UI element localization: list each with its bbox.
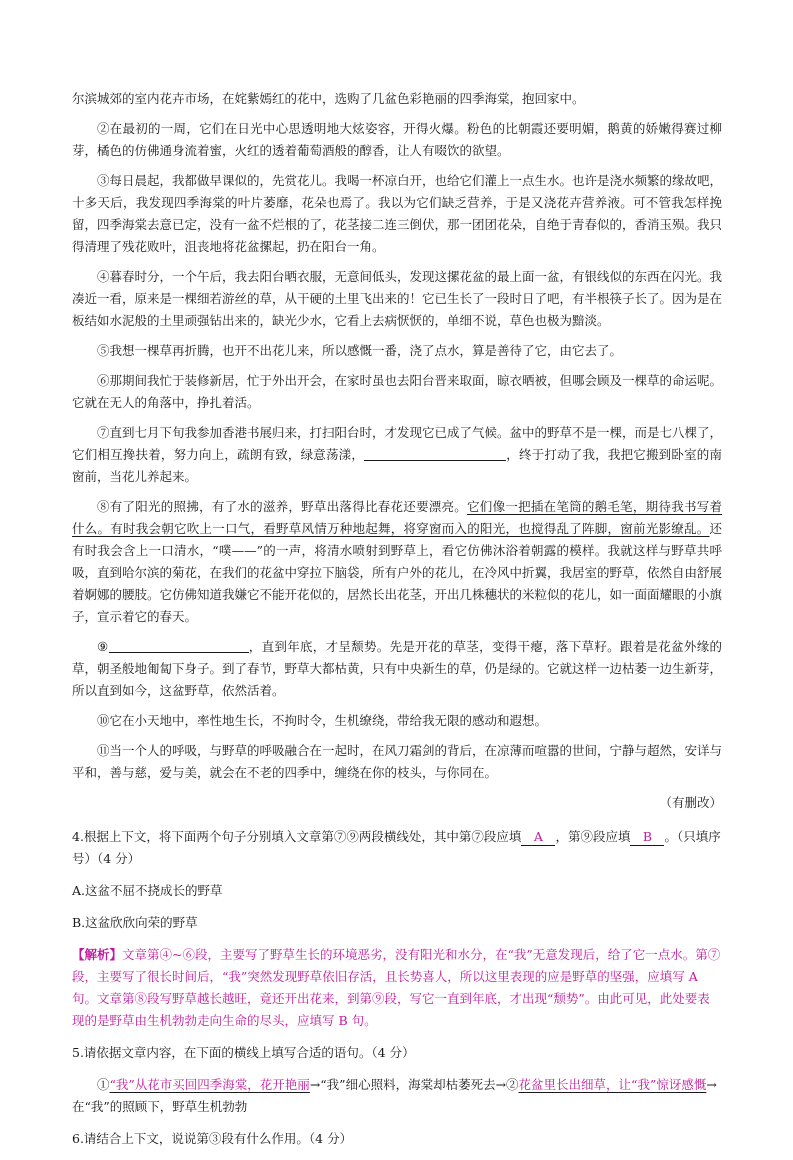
question-5-num-1: ① (97, 1077, 110, 1092)
question-4 (72, 826, 722, 870)
paragraph-7 (72, 422, 722, 488)
paragraph-8-text-b: 还有时我会含上一口清水，“噗——”的一声，将清水喷射到野草上，看它仿佛沐浴着朝露的模样。我就这样与野草共呼吸，直到哈尔滨的菊花，在我们的花盆中穿拉下脑袋，所有户外的花儿，在冷风中折翼，我居室的野草，依然自由舒展着婀娜的腰肢。它仿佛知道我嫌它不能开花似的，居然长出花茎，开出几株穗状的米粒似的花儿，如一面面耀眼的小旗子，宣示着它的春天。 (72, 521, 723, 624)
question-5-stem: 5.请依据文章内容，在下面的横线上填写合适的语句。（4 分） (72, 1045, 415, 1060)
source-note: （有删改） (659, 795, 722, 810)
paragraph-1-end: 尔滨城郊的室内花卉市场，在姹紫嫣红的花中，选购了几盆色彩艳丽的四季海棠，抱回家中。 (72, 91, 585, 106)
question-4-stem-c: 。（只填序号）（4 分） (72, 829, 721, 866)
blank-paragraph-7[interactable] (364, 446, 506, 461)
question-4-answer-2: B (630, 829, 664, 846)
analysis-tag: 【解析】 (72, 947, 123, 962)
paragraph-9 (72, 636, 722, 702)
question-4-answer-1: A (521, 829, 555, 846)
question-4-stem-b: ，第⑨段应填 (555, 829, 631, 844)
blank-paragraph-9[interactable] (109, 638, 249, 653)
paragraph-8 (72, 496, 722, 628)
paragraph-9-number: ⑨ (97, 639, 109, 654)
paragraph-10: ⑩它在小天地中，率性地生长，不拘时令，生机缭绕，带给我无限的感动和遐想。 (97, 713, 548, 728)
analysis-block (72, 944, 722, 1032)
question-6-stem: 6.请结合上下文，说说第③段有什么作用。（4 分） (72, 1131, 353, 1146)
paragraph-6: ⑥那期间我忙于装修新居，忙于外出开会，在家时虽也去阳台晋来取面，晾衣晒被，但哪会顾及一棵草的命运呢。它就在无人的角落中，挣扎着活。 (72, 373, 723, 410)
paragraph-11: ⑪当一个人的呼吸，与野草的呼吸融合在一起时，在风刀霜剑的背后，在凉薄而喧嚣的世间，宁静与超然，安详与平和，善与慈，爱与美，就会在不老的四季中，缠绕在你的枝头，与你同在。 (72, 743, 723, 780)
document-page (72, 88, 722, 1160)
paragraph-7-text-a: ⑦直到七月下旬我参加香港书展归来，打扫阳台时，才发现它已成了气候。盆中的野草不是一棵，而是七八棵了，它们相互搀扶着，努力向上，疏朗有致，绿意荡漾， (72, 425, 723, 462)
question-4-stem-a: 4.根据上下文，将下面两个句子分别填入文章第⑦⑨两段横线处，其中第⑦段应填 (72, 829, 522, 844)
question-5-answer-1: “我”从花市买回四季海棠，花开艳丽 (109, 1077, 310, 1092)
analysis-text: 文章第④~⑥段，主要写了野草生长的环境恶劣，没有阳光和水分，在“我”无意发现后，给了它一点水。第⑦段，主要写了很长时间后，“我”突然发现野草依旧存活，且长势喜人，所以这里表现的应是野草的坚强，应填写 A 句。文章第⑧段写野草越长越旺，竟还开出花来，到第⑨段，写它一直到年底，才出现“颓势”。由此可见，此处要表现的是野草由生机勃勃走向生命的尽头，应填写 B 句。 (72, 947, 721, 1028)
paragraph-2: ②在最初的一周，它们在日光中心思透明地大炫姿容，开得火爆。粉色的比朝霞还要明媚，鹅黄的娇嫩得赛过柳芽，橘色的仿佛通身流着蜜，火红的透着葡萄酒般的醇香，让人有啜饮的欲望。 (72, 121, 722, 158)
option-a: A.这盆不屈不挠成长的野草 (72, 883, 223, 898)
paragraph-4: ④暮春时分，一个午后，我去阳台晒衣服，无意间低头，发现这摞花盆的最上面一盆，有银线似的东西在闪光。我凑近一看，原来是一棵细若游丝的草，从干硬的土里飞出来的！它已生长了一段时日了吧，有半根筷子长了。因为是在板结如水泥般的土里顽强钻出来的，缺光少水，它看上去病恹恹的，单细不说，草色也极为黯淡。 (72, 269, 723, 328)
question-5-end: →在“我”的照顾下，野草生机勃勃 (72, 1077, 717, 1114)
paragraph-8-underlined: 它们像一把插在笔筒的鹅毛笔，期待我书写着什么。有时我会朝它吹上一口气，看野草风情万种地起舞，将穿窗而入的阳光，也搅得乱了阵脚，窗前光影缭乱。 (72, 499, 722, 536)
paragraph-5: ⑤我想一棵草再折腾，也开不出花儿来，所以感慨一番，浇了点水，算是善待了它，由它去了。 (97, 343, 623, 358)
question-5-answer-2: 花盆里长出细草，让“我”惊讶感慨 (518, 1077, 707, 1092)
paragraph-7-text-b: ，终于打动了我，我把它搬到卧室的南窗前，当花儿养起来。 (72, 447, 722, 484)
paragraph-3: ③每日晨起，我都做早课似的，先赏花儿。我喝一杯凉白开，也给它们灌上一点生水。也许是浇水频繁的缘故吧，十多天后，我发现四季海棠的叶片萎靡，花朵也焉了。我以为它们缺乏营养，于是又浇花卉营养液。可不管我怎样挽留，四季海棠去意已定，没有一盆不烂根的了，花茎接二连三倒伏，那一团团花朵，自绝于青春似的，香消玉殒。我只得清理了残花败叶，沮丧地将花盆摞起，扔在阳台一角。 (72, 173, 723, 254)
question-5-middle: →“我”细心照料，海棠却枯萎死去→② (309, 1077, 519, 1092)
paragraph-9-text: ，直到年底，才呈颓势。先是开花的草茎，变得干瘪，落下草籽。跟着是花盆外缘的草，朝圣般地匍匐下身子。到了春节，野草大都枯黄，只有中央新生的草，仍是绿的。它就这样一边枯萎一边生新芽，所以直到如今，这盆野草，依然活着。 (72, 639, 723, 698)
paragraph-8-text-a: ⑧有了阳光的照拂，有了水的滋养，野草出落得比春花还要漂亮。 (97, 499, 468, 514)
option-b: B.这盆欣欣向荣的野草 (72, 915, 198, 930)
question-5-answer-line (72, 1074, 722, 1118)
